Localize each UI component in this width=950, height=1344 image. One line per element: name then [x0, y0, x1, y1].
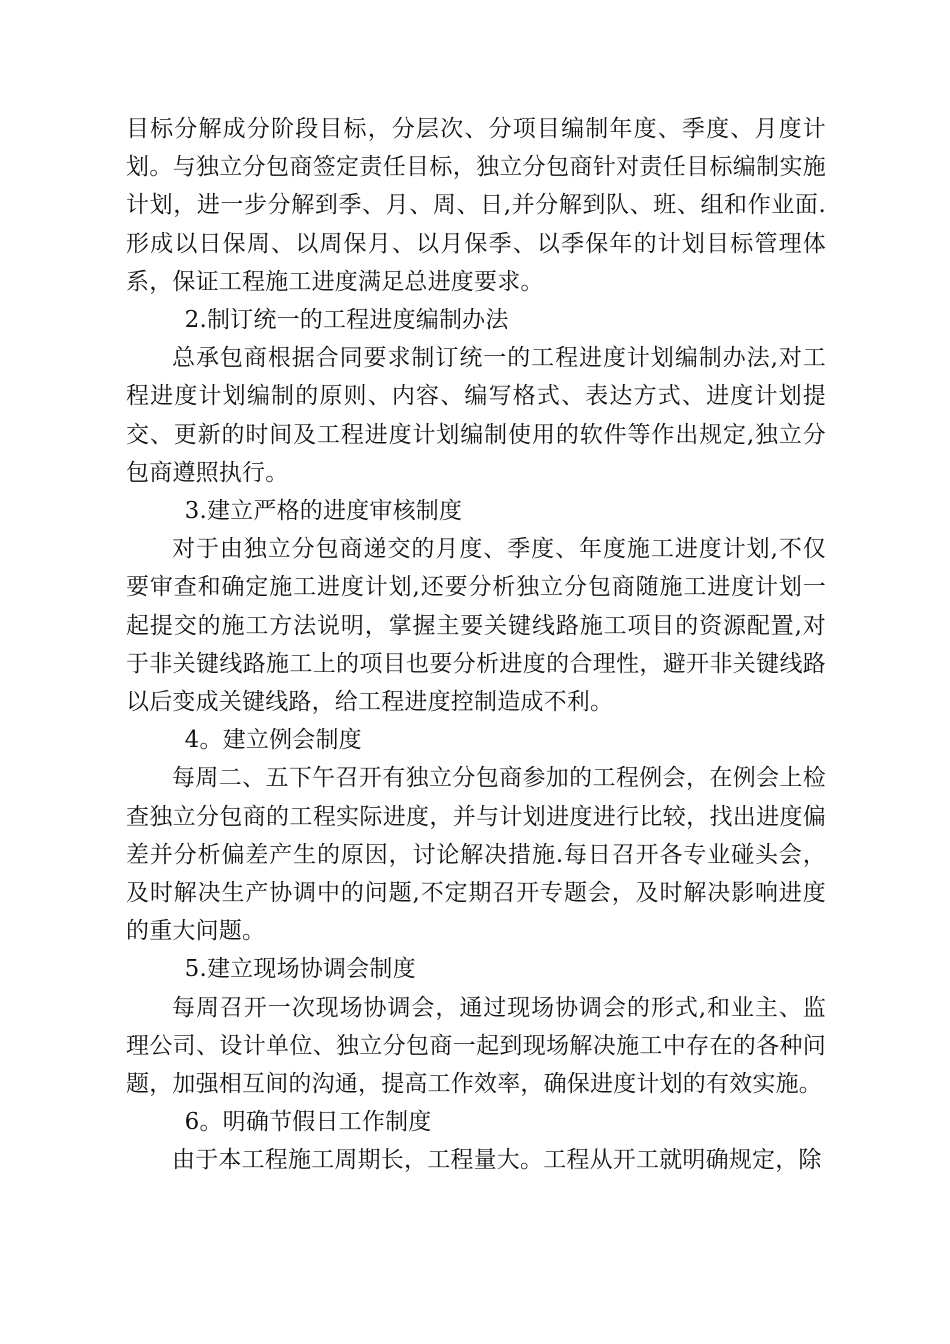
paragraph-progress-review: 对于由独立分包商递交的月度、季度、年度施工进度计划,不仅要审查和确定施工进度计划,还要分析独立分包商随施工进度计划一起提交的施工方法说明，掌握主要关键线路施工项目的资源配置,对于非关键线路施工上的项目也要分析进度的合理性，避开非关键线路以后变成关键线路，给工程进度控制造成不利。: [126, 536, 826, 716]
section-heading-6: 6。明确节假日工作制度: [184, 1109, 432, 1136]
paragraph-site-coordination: 每周召开一次现场协调会，通过现场协调会的形式,和业主、监理公司、设计单位、独立分包商一起到现场解决施工中存在的各种问题，加强相互间的沟通，提高工作效率，确保进度计划的有效实施。: [126, 994, 826, 1098]
paragraph-continuation: 目标分解成分阶段目标，分层次、分项目编制年度、季度、月度计划。与独立分包商签定责任目标，独立分包商针对责任目标编制实施计划，进一步分解到季、月、周、日,并分解到队、班、组和作业面.形成以日保周、以周保月、以月保季、以季保年的计划目标管理体系，保证工程施工进度满足总进度要求。: [126, 116, 826, 295]
section-heading-3: 3.建立严格的进度审核制度: [184, 498, 463, 525]
section-heading-2: 2.制订统一的工程进度编制办法: [184, 307, 509, 334]
document-body: [126, 110, 826, 1180]
paragraph-regular-meeting: 每周二、五下午召开有独立分包商参加的工程例会，在例会上检查独立分包商的工程实际进度，并与计划进度进行比较，找出进度偏差并分析偏差产生的原因，讨论解决措施.每日召开各专业碰头会，及时解决生产协调中的问题,不定期召开专题会，及时解决影响进度的重大问题。: [126, 765, 826, 945]
paragraph-holiday-policy: 由于本工程施工周期长，工程量大。工程从开工就明确规定，除: [172, 1147, 822, 1174]
section-heading-4: 4。建立例会制度: [184, 727, 362, 754]
section-heading-5: 5.建立现场协调会制度: [184, 956, 416, 983]
paragraph-progress-method: 总承包商根据合同要求制订统一的工程进度计划编制办法,对工程进度计划编制的原则、内容、编写格式、表达方式、进度计划提交、更新的时间及工程进度计划编制使用的软件等作出规定,独立分包商遵照执行。: [126, 345, 826, 486]
